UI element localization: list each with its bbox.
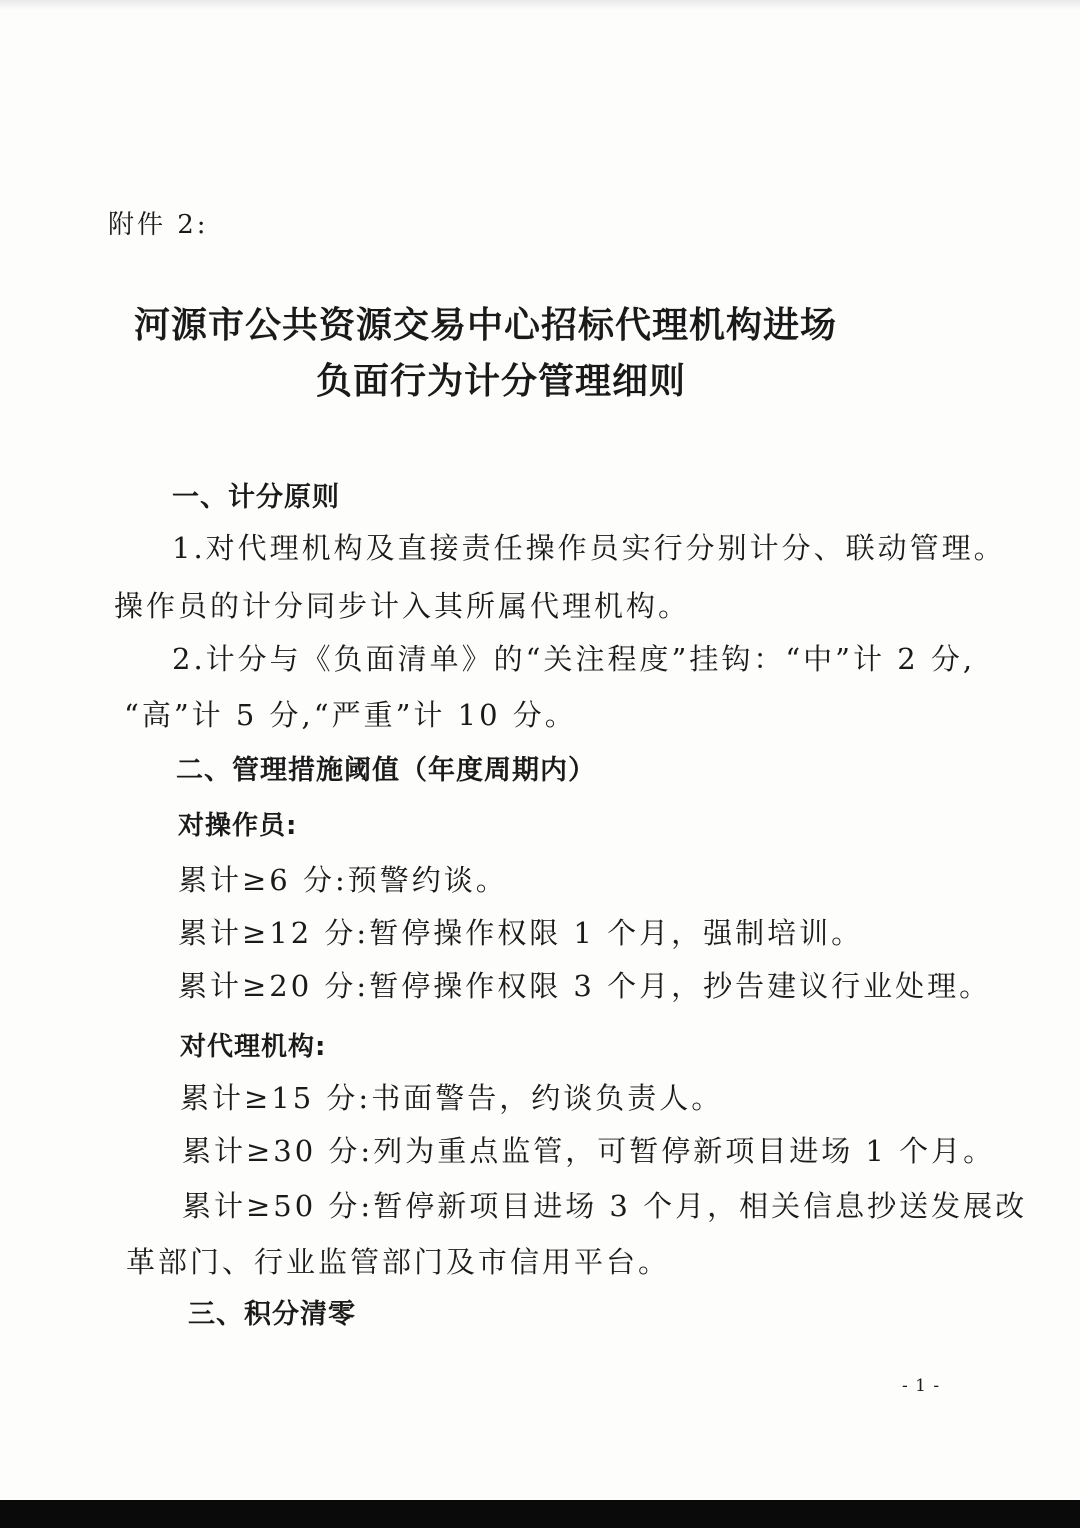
section-heading-1: 一、计分原则 [172,482,340,513]
paragraph-1-line-1: 1.对代理机构及直接责任操作员实行分别计分、联动管理。 [172,531,1006,565]
section-heading-3: 三、积分清零 [188,1299,356,1330]
paragraph-1-line-2: 操作员的计分同步计入其所属代理机构。 [114,589,691,623]
page-number: - 1 - [902,1376,941,1396]
agency-threshold-item: 累计≥50 分:暂停新项目进场 3 个月，相关信息抄送发展改 [182,1189,1028,1223]
agency-threshold-item: 累计≥15 分:书面警告，约谈负责人。 [180,1081,724,1115]
attachment-label: 附件 2: [108,210,209,240]
scan-edge-bottom [0,1500,1080,1528]
paragraph-2-line-2: “高”计 5 分,“严重”计 10 分。 [124,698,577,732]
section-heading-2: 二、管理措施阈值（年度周期内） [176,755,596,786]
agency-threshold-item-continuation: 革部门、行业监管部门及市信用平台。 [126,1245,671,1279]
operator-threshold-item: 累计≥6 分:预警约谈。 [178,863,508,897]
document-title-line-2: 负面行为计分管理细则 [316,361,687,402]
paragraph-2-line-1: 2.计分与《负面清单》的“关注程度”挂钩：“中”计 2 分, [172,642,976,676]
agency-heading: 对代理机构: [180,1032,327,1062]
scan-edge-top [0,0,1080,10]
agency-threshold-item: 累计≥30 分:列为重点监管，可暂停新项目进场 1 个月。 [182,1134,996,1168]
operator-heading: 对操作员: [178,811,298,841]
operator-threshold-item: 累计≥20 分:暂停操作权限 3 个月，抄告建议行业处理。 [178,969,992,1003]
document-title-line-1: 河源市公共资源交易中心招标代理机构进场 [134,305,838,346]
operator-threshold-item: 累计≥12 分:暂停操作权限 1 个月，强制培训。 [178,916,864,950]
